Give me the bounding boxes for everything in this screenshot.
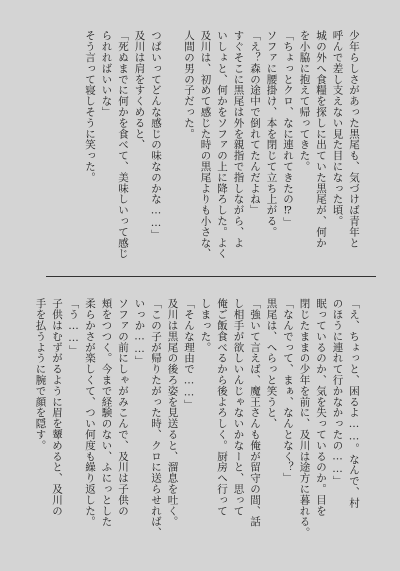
- text-line: し相手が欲しいんじゃないかなーと、思って: [232, 298, 245, 516]
- text-block-bottom: [32, 298, 362, 538]
- blank-line: [164, 30, 181, 254]
- text-line: 「死ぬまでに何かを食べて、美味しいって感じ: [117, 30, 129, 259]
- text-line: いしょと、何かをソファの上に降ろした。よく: [216, 30, 228, 259]
- text-line: 呼んで差し支えない見た目になった頃。: [331, 30, 344, 227]
- section-divider: [46, 276, 376, 277]
- text-line: 「え？森の途中で倒れてたんだよね」: [249, 30, 261, 216]
- text-line: られればいいな」: [100, 30, 113, 118]
- text-line: 「え、ちょっと、困るよ……。なんで、村: [348, 298, 360, 509]
- text-line: 子供はむずがるように眉を顰めると、及川の: [51, 298, 63, 516]
- text-line: 人間の男の子だった。: [183, 30, 195, 139]
- text-block-top: [82, 30, 363, 259]
- text-line: ソファに腰掛け、本を閉じて立ち上がる。: [265, 30, 278, 238]
- text-line: 及川は肩をすくめると、: [133, 30, 146, 150]
- text-line: 「強いて言えば、魔王さんも俺が留守の間、話: [249, 298, 261, 527]
- text-line: すぐそこに黒尾は外を親指で指しながら、よ: [232, 30, 245, 248]
- text-line: 黒尾は、へらっと笑うと、: [265, 298, 278, 429]
- text-line: 頬をつつく。今まで経験のない、ふにっとした: [100, 298, 113, 527]
- text-line: 「そんな理由で……」: [183, 298, 195, 410]
- text-line: 手を払うように腕で顔を隠す。: [34, 298, 47, 451]
- text-line: 閉じたままの少年を前に、及川は途方に暮れる。: [298, 298, 311, 538]
- text-line: 俺ご飯食べるから後よろしく。厨房へ行って: [216, 298, 228, 516]
- text-line: 「なんでって、まぁ、なんとなく？」: [282, 298, 294, 484]
- text-line: ソファの前にしゃがみこんで、及川は子供の: [117, 298, 129, 516]
- text-line: 「この子が帰りたがった時、クロに送らせれば、: [150, 298, 162, 538]
- text-line: そう言って寝しそうに笑った。: [84, 30, 96, 183]
- text-line: 少年らしさがあった黒尾も、気づけば青年と: [348, 30, 360, 248]
- text-line: つぱいってどんな感じの味なのかな……」: [150, 30, 162, 241]
- text-line: 柔らかさが楽しくて、つい何度も繰り返した。: [84, 298, 96, 527]
- text-line: しまった。: [199, 298, 212, 353]
- text-line: 及川は黒尾の後ろ姿を見送ると、溜息を吐く。: [166, 298, 179, 527]
- text-line: を小脇に抱えて帰ってきた。: [298, 30, 311, 172]
- text-line: いっか……」: [133, 298, 146, 367]
- text-line: 眠っているのか、気を失っているのか。目を: [315, 298, 327, 516]
- text-line: 城の外へ食糧を探しに出ていた黒尾が、何か: [315, 30, 327, 248]
- text-line: 「う……」: [67, 298, 80, 356]
- text-line: 「ちょっとクロ、なに連れてきたの⁉」: [282, 30, 294, 228]
- text-line: のほうに連れて行かなかったの……」: [331, 298, 344, 487]
- text-line: 及川は、初めて感じた時の黒尾よりも小さな、: [199, 30, 212, 259]
